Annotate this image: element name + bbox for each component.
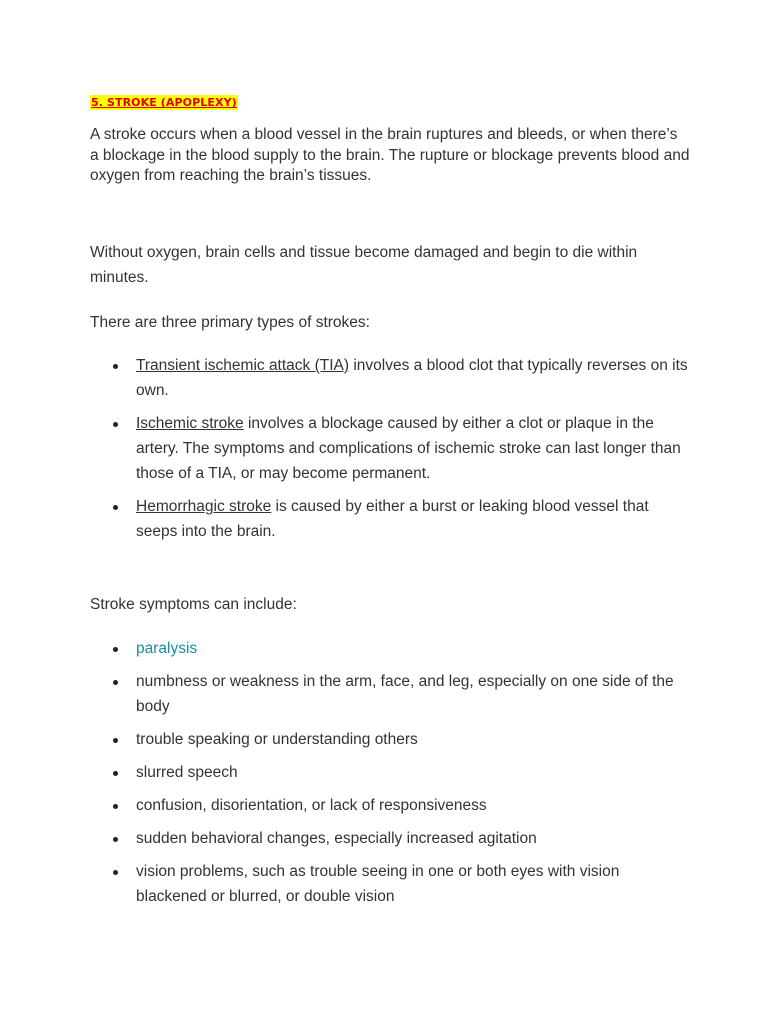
bullet-icon	[113, 422, 118, 427]
list-item	[90, 353, 690, 403]
section-heading: 5. STROKE (APOPLEXY)	[91, 96, 237, 109]
paralysis-link[interactable]: paralysis	[136, 640, 198, 657]
list-item-text: involves a blockage caused by either a clot or plaque in the artery. The symptoms and complications of ischemic stroke can last longer than those of a TIA, or may become permanent.	[136, 415, 681, 482]
list-item-text: numbness or weakness in the arm, face, and leg, especially on one side of the body	[136, 673, 674, 715]
bullet-icon	[113, 647, 118, 652]
bullet-icon	[113, 505, 118, 510]
bullet-icon	[113, 837, 118, 842]
list-item	[90, 727, 690, 752]
stroke-types-list	[90, 353, 690, 552]
list-item-text: confusion, disorientation, or lack of responsiveness	[136, 797, 487, 814]
list-item	[90, 826, 690, 851]
list-item-text: involves a blood clot that typically reverses on its own.	[136, 357, 688, 399]
term-link[interactable]: Hemorrhagic stroke	[136, 498, 272, 515]
bullet-icon	[113, 738, 118, 743]
list-item	[90, 859, 690, 909]
term-link[interactable]: Transient ischemic attack (TIA)	[136, 357, 350, 374]
list-item-text: sudden behavioral changes, especially increased agitation	[136, 830, 537, 847]
bullet-icon	[113, 804, 118, 809]
list-item-text: slurred speech	[136, 764, 238, 781]
list-item	[90, 494, 690, 544]
symptoms-intro: Stroke symptoms can include:	[90, 596, 297, 613]
list-item	[90, 669, 690, 719]
list-item-text: trouble speaking or understanding others	[136, 731, 418, 748]
intro-paragraph: A stroke occurs when a blood vessel in the brain ruptures and bleeds, or when there’s a blockage in the blood supply to the brain. The rupture or blockage prevents blood and oxygen from reaching the brain’s tissues.	[90, 126, 690, 184]
list-item	[90, 793, 690, 818]
bullet-icon	[113, 680, 118, 685]
list-item	[90, 760, 690, 785]
list-item	[90, 411, 690, 486]
term-link[interactable]: Ischemic stroke	[136, 415, 244, 432]
bullet-icon	[113, 771, 118, 776]
types-intro: There are three primary types of strokes:	[90, 314, 370, 331]
list-item-text: is caused by either a burst or leaking blood vessel that seeps into the brain.	[136, 498, 649, 540]
list-item-text: vision problems, such as trouble seeing in one or both eyes with vision blackened or blurred, or double vision	[136, 863, 620, 905]
oxygen-paragraph: Without oxygen, brain cells and tissue become damaged and begin to die within minutes.	[90, 244, 638, 286]
list-item	[90, 636, 690, 661]
symptoms-list	[90, 636, 690, 917]
bullet-icon	[113, 870, 118, 875]
bullet-icon	[113, 364, 118, 369]
